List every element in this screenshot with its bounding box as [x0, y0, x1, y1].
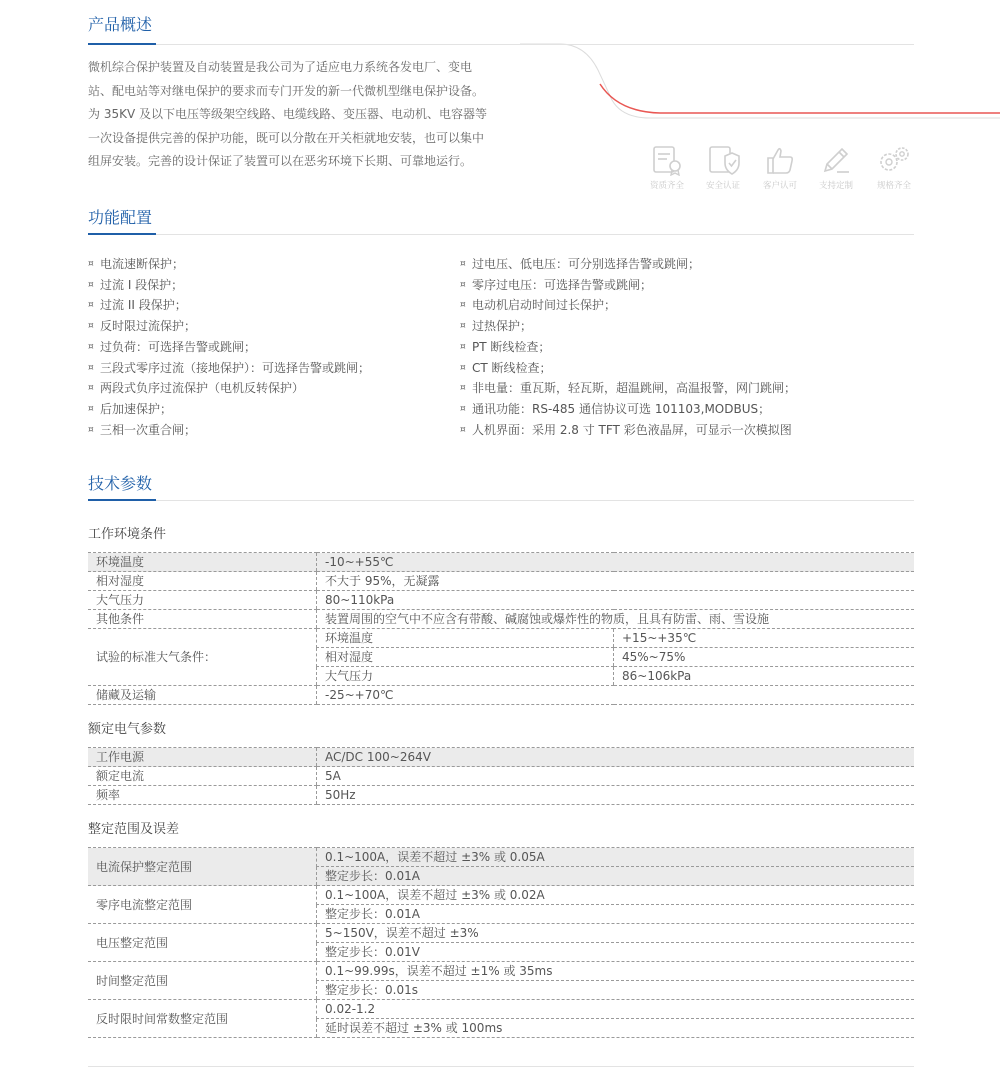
- setting-title: 整定范围及误差: [88, 822, 180, 837]
- table-row: [88, 848, 914, 867]
- table-cell: 环境温度: [88, 553, 317, 572]
- table-cell: 0.02-1.2: [317, 1000, 915, 1019]
- list-item: ¤ 过热保护；: [460, 319, 533, 334]
- table-row: [88, 748, 914, 767]
- overview-line: 微机综合保护装置及自动装置是我公司为了适应电力系统各发电厂、变电: [88, 60, 473, 74]
- cert-label: 支持定制: [818, 181, 853, 191]
- overview-line: 为 35KV 及以下电压等级架空线路、电缆线路、变压器、电动机、电容器等: [88, 107, 487, 121]
- cert-spec: [866, 144, 922, 191]
- list-item: ¤ CT 断线检查；: [460, 360, 552, 375]
- functions-list-left: [88, 254, 370, 440]
- table-row: [88, 686, 914, 705]
- table-cell: 时间整定范围: [88, 962, 317, 1000]
- table-cell: 试验的标准大气条件：: [88, 629, 317, 686]
- table-row: [88, 553, 914, 572]
- cert-label: 安全认证: [705, 181, 740, 191]
- env-table: [88, 552, 914, 705]
- table-cell: 45%~75%: [614, 648, 915, 667]
- table-row: [88, 629, 914, 648]
- table-cell: 整定步长：0.01A: [317, 905, 915, 924]
- rated-table: [88, 747, 914, 805]
- table-cell: 反时限时间常数整定范围: [88, 1000, 317, 1038]
- table-cell: 工作电源: [88, 748, 317, 767]
- list-item: ¤ 三段式零序过流（接地保护）：可选择告警或跳闸；: [88, 360, 371, 375]
- list-item: ¤ 过电压、低电压：可分别选择告警或跳闸；: [460, 257, 701, 271]
- thumbs-up-icon: [763, 144, 797, 176]
- list-item: ¤ 零序过电压：可选择告警或跳闸；: [460, 277, 653, 292]
- table-row: [88, 786, 914, 805]
- table-cell: 整定步长：0.01s: [317, 981, 915, 1000]
- cert-qualification: [639, 144, 695, 191]
- table-cell: 延时误差不超过 ±3% 或 100ms: [317, 1019, 915, 1038]
- list-item: ¤ 后加速保护；: [88, 401, 173, 416]
- cert-label: 客户认可: [762, 181, 797, 191]
- table-cell: -25~+70℃: [317, 686, 915, 705]
- table-cell: 电压整定范围: [88, 924, 317, 962]
- table-cell: 5A: [317, 767, 915, 786]
- table-row: [88, 1000, 914, 1019]
- overview-text: [88, 56, 520, 174]
- overview-line: 一次设备提供完善的保护功能，既可以分散在开关柜就地安装，也可以集中: [88, 130, 485, 145]
- functions-title: 功能配置: [88, 208, 153, 227]
- table-row: [88, 962, 914, 981]
- list-item: ¤ 电流速断保护；: [88, 257, 185, 271]
- table-cell: 储藏及运输: [88, 686, 317, 705]
- table-cell: 大气压力: [88, 591, 317, 610]
- table-cell: 5~150V，误差不超过 ±3%: [317, 924, 915, 943]
- cert-safety: [695, 144, 751, 191]
- list-item: ¤ 电动机启动时间过长保护；: [460, 298, 617, 313]
- setting-table: [88, 847, 914, 1038]
- list-item: ¤ 两段式负序过流保护（电机反转保护）: [88, 381, 305, 396]
- overview-title: 产品概述: [88, 15, 153, 34]
- footer-divider: [88, 1066, 914, 1067]
- table-cell: 不大于 95%，无凝露: [317, 572, 915, 591]
- cert-label: 资质齐全: [649, 181, 684, 191]
- shield-icon: [706, 144, 740, 176]
- cert-custom: [808, 144, 864, 191]
- table-row: [88, 572, 914, 591]
- list-item: ¤ 反时限过流保护；: [88, 319, 197, 334]
- functions-rule: [88, 234, 914, 235]
- table-cell: 环境温度: [317, 629, 614, 648]
- tech-title: 技术参数: [88, 474, 153, 493]
- env-title: 工作环境条件: [88, 527, 167, 542]
- table-row: [88, 924, 914, 943]
- table-cell: 0.1~100A，误差不超过 ±3% 或 0.05A: [317, 848, 915, 867]
- cert-label: 规格齐全: [876, 181, 911, 191]
- table-cell: 装置周围的空气中不应含有带酸、碱腐蚀或爆炸性的物质，且具有防雷、雨、雪设施: [317, 610, 915, 629]
- pencil-icon: [819, 144, 853, 176]
- table-row: [88, 610, 914, 629]
- table-cell: -10~+55℃: [317, 553, 915, 572]
- table-cell: 额定电流: [88, 767, 317, 786]
- rated-title: 额定电气参数: [88, 722, 167, 737]
- tech-rule: [88, 500, 914, 501]
- table-cell: 0.1~100A，误差不超过 ±3% 或 0.02A: [317, 886, 915, 905]
- list-item: ¤ PT 断线检查；: [460, 339, 551, 354]
- overview-rule: [88, 44, 914, 45]
- certificate-icon: [650, 144, 684, 176]
- table-cell: 电流保护整定范围: [88, 848, 317, 886]
- gears-icon: [877, 144, 911, 176]
- table-cell: 相对湿度: [88, 572, 317, 591]
- list-item: ¤ 人机界面：采用 2.8 寸 TFT 彩色液晶屏，可显示一次模拟图: [460, 422, 792, 437]
- table-cell: 50Hz: [317, 786, 915, 805]
- table-cell: 零序电流整定范围: [88, 886, 317, 924]
- table-cell: AC/DC 100~264V: [317, 748, 915, 767]
- list-item: ¤ 三相一次重合闸；: [88, 422, 197, 437]
- table-cell: 大气压力: [317, 667, 614, 686]
- table-cell: 整定步长：0.01V: [317, 943, 915, 962]
- table-cell: 其他条件: [88, 610, 317, 629]
- table-cell: 相对湿度: [317, 648, 614, 667]
- list-item: ¤ 非电量：重瓦斯，轻瓦斯，超温跳闸，高温报警，网门跳闸；: [460, 381, 797, 396]
- list-item: ¤ 过流 I 段保护；: [88, 277, 184, 292]
- overview-line: 站、配电站等对继电保护的要求而专门开发的新一代微机型继电保护设备。: [88, 83, 485, 98]
- table-cell: 0.1~99.99s，误差不超过 ±1% 或 35ms: [317, 962, 915, 981]
- table-cell: 80~110kPa: [317, 591, 915, 610]
- functions-list-right: [460, 254, 796, 440]
- table-cell: 频率: [88, 786, 317, 805]
- list-item: ¤ 过流 II 段保护；: [88, 298, 187, 313]
- table-row: [88, 767, 914, 786]
- cert-customer: [752, 144, 808, 191]
- table-cell: 整定步长：0.01A: [317, 867, 915, 886]
- list-item: ¤ 通讯功能：RS-485 通信协议可选 101103,MODBUS；: [460, 401, 771, 416]
- table-cell: 86~106kPa: [614, 667, 915, 686]
- list-item: ¤ 过负荷：可选择告警或跳闸；: [88, 339, 257, 354]
- table-row: [88, 591, 914, 610]
- overview-line: 组屏安装。完善的设计保证了装置可以在恶劣环境下长期、可靠地运行。: [88, 154, 473, 168]
- table-row: [88, 886, 914, 905]
- table-cell: +15~+35℃: [614, 629, 915, 648]
